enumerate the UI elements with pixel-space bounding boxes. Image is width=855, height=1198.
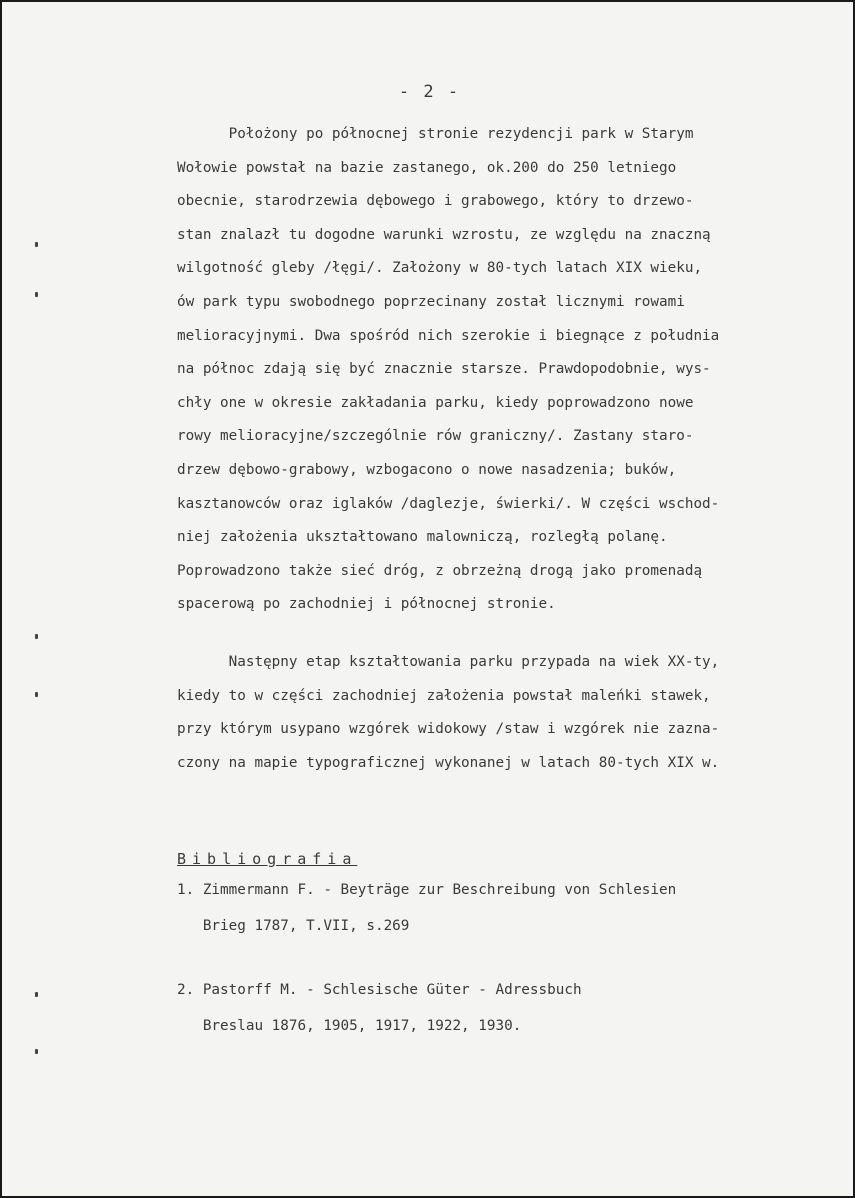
bibliography-heading: Bibliografia — [177, 850, 358, 868]
margin-mark — [35, 1049, 38, 1054]
bibliography-entry-line: 1. Zimmermann F. - Beyträge zur Beschreibung von Schlesien — [177, 882, 677, 898]
paragraph-1-line: rowy melioracyjne/szczególnie rów graniczny/. Zastany staro- — [177, 428, 694, 445]
paragraph-1-line: Położony po północnej stronie rezydencji park w Starym — [177, 126, 694, 142]
paragraph-1-line: wilgotność gleby /łęgi/. Założony w 80-tych latach XIX wieku, — [177, 260, 703, 277]
margin-mark — [35, 292, 38, 297]
paragraph-2-line: czony na mapie typograficznej wykonanej w latach 80-tych XIX w. — [177, 754, 720, 771]
paragraph-1-line: drzew dębowo-grabowy, wzbogacono o nowe nasadzenia; buków, — [177, 462, 677, 478]
paragraph-1-line: Wołowie powstał na bazie zastanego, ok.200 do 250 letniego — [177, 159, 677, 176]
paragraph-1-line: niej założenia ukształtowano malowniczą, rozległą polanę. — [177, 529, 668, 546]
bibliography-entry-line: Brieg 1787, T.VII, s.269 — [177, 918, 410, 934]
margin-mark — [35, 992, 38, 997]
margin-mark — [35, 692, 38, 697]
paragraph-1-line: chły one w okresie zakładania parku, kiedy poprowadzono nowe — [177, 394, 694, 411]
paragraph-1-line: kasztanowców oraz iglaków /daglezje, świerki/. W części wschod- — [177, 495, 720, 512]
paragraph-1-line: spacerową po zachodniej i północnej stronie. — [177, 596, 556, 613]
paragraph-1-line: obecnie, starodrzewia dębowego i grabowego, który to drzewo- — [177, 193, 694, 210]
margin-mark — [35, 634, 38, 639]
bibliography-entry-line: Breslau 1876, 1905, 1917, 1922, 1930. — [177, 1018, 522, 1034]
bibliography-entry-line: 2. Pastorff M. - Schlesische Güter - Adressbuch — [177, 982, 582, 998]
page-number: - 2 - — [398, 82, 461, 102]
paragraph-1-line: melioracyjnymi. Dwa spośród nich szerokie i biegnące z południa — [177, 327, 720, 344]
paragraph-1-line: Poprowadzono także sieć dróg, z obrzeżną drogą jako promenadą — [177, 562, 703, 579]
paragraph-1-line: stan znalazł tu dogodne warunki wzrostu, ze względu na znaczną — [177, 226, 711, 243]
paragraph-2-line: kiedy to w części zachodniej założenia powstał maleńki stawek, — [177, 687, 711, 704]
paragraph-1-line: ów park typu swobodnego poprzecinany został licznymi rowami — [177, 294, 685, 310]
paragraph-2-line: Następny etap kształtowania parku przypada na wiek XX-ty, — [177, 654, 720, 670]
paragraph-2-line: przy którym usypano wzgórek widokowy /staw i wzgórek nie zazna- — [177, 721, 720, 738]
paragraph-1-line: na północ zdają się być znacznie starsze. Prawdopodobnie, wys- — [177, 361, 711, 378]
margin-mark — [35, 242, 38, 247]
